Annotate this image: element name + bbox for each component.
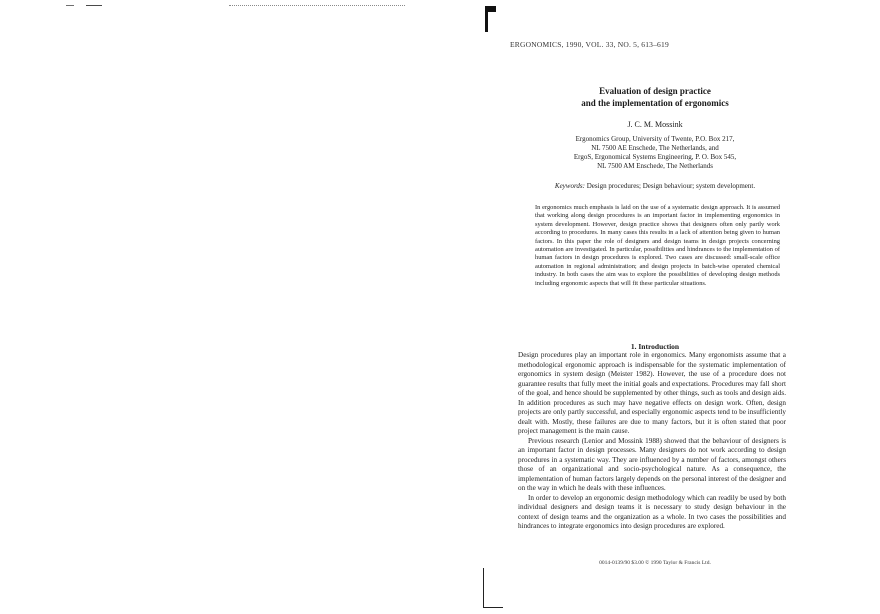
keywords-label: Keywords: bbox=[554, 182, 585, 190]
affiliation-line: NL 7500 AE Enschede, The Netherlands, and bbox=[591, 144, 719, 152]
crop-mark-bottom bbox=[483, 568, 503, 608]
body-paragraph: Design procedures play an important role in ergonomics. Many ergonomists assume that a methodological ergonomic approach is indispensable for the systematic implementation of ergonomics in system design (Meister 1982). However, the use of a procedure does not guarantee results that fully meet the initial goals and expectations. Procedures may fall short of the goal, and hence should be supplemented by other things, such as tools and design aids. In addition procedures as such may have negative effects on design work. Often, design projects are only partly successful, and especially ergonomic aspects tend to be insufficiently dealt with. Mostly, these failures are due to many factors, but it is often stated that poor project management is the main cause. bbox=[518, 351, 786, 435]
article-page bbox=[445, 0, 880, 614]
introduction-body bbox=[518, 351, 786, 532]
crop-mark-top bbox=[485, 6, 494, 32]
keywords-list: Design procedures; Design behaviour; system development. bbox=[586, 182, 756, 190]
scan-artifact-mark bbox=[86, 5, 102, 6]
affiliation-line: NL 7500 AM Enschede, The Netherlands bbox=[597, 162, 713, 170]
section-heading-introduction: 1. Introduction bbox=[630, 342, 680, 351]
affiliation-line: Ergonomics Group, University of Twente, P.O. Box 217, bbox=[575, 135, 735, 143]
article-title-line-2: and the implementation of ergonomics bbox=[581, 98, 729, 108]
article-title-line-1: Evaluation of design practice bbox=[599, 86, 711, 96]
copyright-notice: 0014-0139/90 $3.00 © 1990 Taylor & Francis Ltd. bbox=[599, 560, 711, 566]
affiliation-line: ErgoS, Ergonomical Systems Engineering, P. O. Box 545, bbox=[573, 153, 737, 161]
abstract: In ergonomics much emphasis is laid on the use of a systematic design approach. It is assumed that working along design procedures is an important factor in implementing ergonomics in system development. However, design practice shows that designers often only partly work according to procedures. In many cases this results in a lack of attention being given to human factors. In this paper the role of designers and design teams in design projects concerning automation are investigated. In particular, possibilities and hindrances to the implementation of human factors in design procedures is explored. Two cases are discussed: small-scale office automation in regional administration; and design projects in batch-wise operated chemical industry. In both cases the aim was to explore the possibilities of developing design methods including ergonomic aspects that will fit these particular situations. bbox=[535, 204, 780, 287]
author-name: J. C. M. Mossink bbox=[627, 120, 683, 129]
body-paragraph: Previous research (Lenior and Mossink 1988) showed that the behaviour of designers is an important factor in design processes. Many designers do not work according to design procedures in a systematic way. They are influenced by a number of factors, amongst others those of an organizational and socio-psychological nature. As a consequence, the implementation of human factors largely depends on the personal interest of the designer and on the way in which he deals with these influences. bbox=[518, 436, 786, 492]
running-head: ERGONOMICS, 1990, VOL. 33, NO. 5, 613–619 bbox=[510, 40, 669, 49]
keywords bbox=[505, 182, 805, 190]
body-paragraph: In order to develop an ergonomic design methodology which can readily be used by both individual designers and design teams it is necessary to study design behaviour in the context of design teams and the organization as a whole. In two cases the possibilities and hindrances to integrate ergonomics into design procedures are explored. bbox=[518, 493, 786, 530]
scan-artifact-line bbox=[229, 5, 405, 6]
scan-artifact-mark bbox=[66, 5, 74, 6]
